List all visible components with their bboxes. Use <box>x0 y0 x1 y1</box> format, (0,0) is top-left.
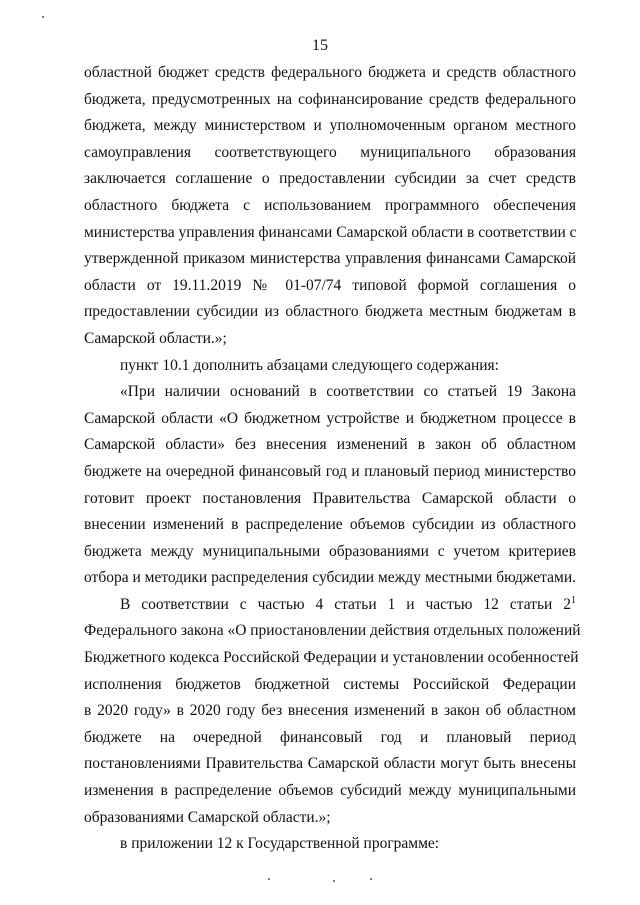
text-line-content: области от 19.11.2019 № 01-07/74 типовой формой соглашения о <box>84 276 576 294</box>
text-line-content: образованиями Самарской области.»; <box>84 808 331 826</box>
text-line-content: постановлениями Правительства Самарской области могут быть внесены <box>84 755 576 773</box>
text-line-content: в приложении 12 к Государственной программе: <box>120 835 440 853</box>
scan-speck <box>370 878 372 880</box>
text-line-content: изменения в распределение объемов субсидий между муниципальными <box>84 782 576 800</box>
text-line-content: Федерального закона «О приостановлении действия отдельных положений <box>84 622 581 640</box>
text-line-content: готовит проект постановления Правительства Самарской области о <box>84 489 576 507</box>
text-line-content: самоуправления соответствующего муниципального образования <box>84 143 576 161</box>
text-line <box>84 113 576 140</box>
text-line-content: бюджета между муниципальными образованиями с учетом критериев <box>84 542 576 560</box>
scan-speck <box>268 878 270 880</box>
text-line-content: Бюджетного кодекса Российской Федерации и установлении особенностей <box>84 649 579 667</box>
text-line <box>84 299 576 326</box>
text-line-content: отбора и методики распределения субсидии между местными бюджетами. <box>84 569 577 587</box>
text-line <box>84 805 576 832</box>
text-line <box>84 618 581 645</box>
text-line-content: бюджета, предусмотренных на софинансирование средств федерального <box>84 90 576 108</box>
text-line <box>84 140 576 167</box>
text-line <box>84 645 579 672</box>
text-line <box>84 512 576 539</box>
text-line-content: областного бюджета с использованием программного обеспечения <box>84 196 576 214</box>
text-line <box>84 273 576 300</box>
text-line-content: «При наличии оснований в соответствии со статьей 19 Закона <box>120 383 576 401</box>
text-line-content: бюджете на очередной финансовый год и плановый период министерство <box>84 462 576 480</box>
text-line <box>84 193 576 220</box>
text-line <box>84 406 576 433</box>
text-line <box>84 778 576 805</box>
text-line <box>84 725 576 752</box>
text-line <box>84 831 576 858</box>
text-line <box>84 592 576 619</box>
text-line <box>84 486 576 513</box>
superscript: 1 <box>571 594 576 606</box>
text-line-content: бюджете на очередной финансовый год и плановый период <box>84 728 576 746</box>
text-line <box>84 565 576 592</box>
text-line-content: предоставлении субсидии из областного бюджета местным бюджетам в <box>84 303 576 321</box>
text-line <box>84 698 576 725</box>
text-line <box>84 539 576 566</box>
text-line <box>84 459 576 486</box>
text-line-content: внесении изменений в распределение объемов субсидии из областного <box>84 516 576 534</box>
text-line <box>84 166 576 193</box>
text-line-content: утвержденной приказом министерства управления финансами Самарской <box>84 250 576 268</box>
text-line-content: областной бюджет средств федерального бюджета и средств областного <box>84 64 576 81</box>
text-line-content: В соответствии с частью 4 статьи 1 и частью 12 статьи 2 <box>120 595 571 613</box>
text-line <box>84 432 576 459</box>
text-line <box>84 353 576 380</box>
text-line-content: бюджета, между министерством и уполномоченным органом местного <box>84 117 576 135</box>
text-line <box>84 87 576 114</box>
scan-speck <box>42 16 44 18</box>
text-line <box>84 220 576 247</box>
text-line-content: пункт 10.1 дополнить абзацами следующего содержания: <box>120 356 499 374</box>
text-line-content: министерства управления финансами Самарской области в соответствии с <box>84 223 577 241</box>
page-number: 15 <box>312 37 328 54</box>
text-line-content: в 2020 году» в 2020 году без внесения изменений в закон об областном <box>84 702 576 720</box>
text-line-content: исполнения бюджетов бюджетной системы Российской Федерации <box>84 675 576 693</box>
scan-speck <box>333 880 335 882</box>
text-line <box>84 751 576 778</box>
document-body <box>84 60 581 858</box>
text-line <box>84 379 576 406</box>
text-line-content: заключается соглашение о предоставлении субсидии за счет средств <box>84 170 576 188</box>
text-line <box>84 60 576 87</box>
text-line <box>84 246 576 273</box>
text-line <box>84 672 576 699</box>
text-line-content: Самарской области» без внесения изменений в закон об областном <box>84 436 576 454</box>
text-line-content: Самарской области.»; <box>84 329 227 347</box>
text-line <box>84 326 576 353</box>
text-line-content: Самарской области «О бюджетном устройстве и бюджетном процессе в <box>84 409 576 427</box>
